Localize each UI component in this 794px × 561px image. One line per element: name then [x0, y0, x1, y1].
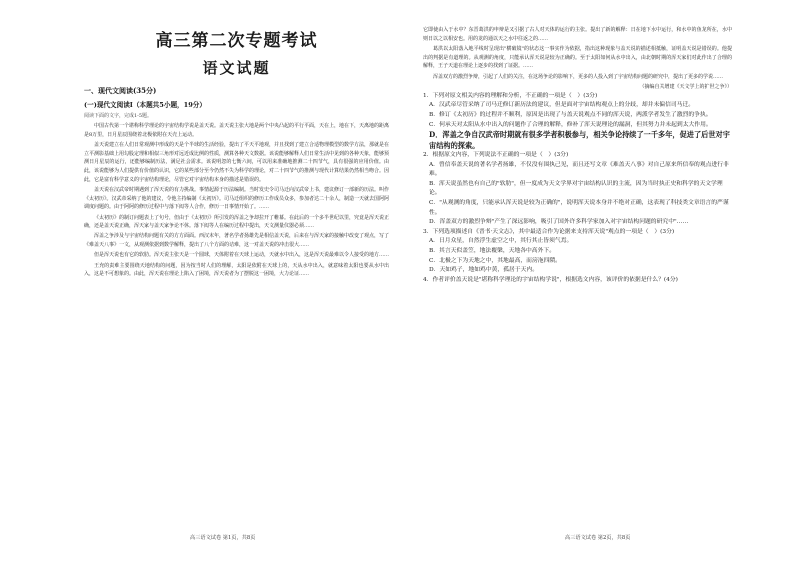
paragraph: 浑盖双方的激烈争辩，引起了人们的关注，在这场争论的影响下，更多的人投入到了宇宙结构问题的研究中，提出了更多的学说……: [433, 73, 724, 80]
paragraph: 浑盖之争涉及与宇宙结构问题有关的方方面面。西汉末年，著名学者扬雄先是相信盖天说，后来在与浑天家的接触中改变了观点，写了《难盖天八事》一文，从观测依据到数学解释，提出了八个方面的诘难，这一对盖天说的冲击很大……: [84, 233, 390, 249]
exam-subtitle: 语文试题: [202, 59, 271, 77]
question-3: 3．下列选项描述自《晋书·天文志》，其中最适合作为论据来支持浑天说"观点的一项是（ ）(3分): [423, 228, 675, 235]
exam-title: 高三第二次专题考试: [155, 31, 318, 51]
section-heading: 一、现代文阅读(35分): [84, 86, 157, 95]
q2-option-b: B．浑天说虽然也有自己的"软肋"，但一度成为天文学界对宇宙结构认识的主流，因为当时执正史和科学的天文学理论。: [429, 180, 723, 197]
paragraph: 《太初历》的制订问题表上了句号，但由于《太初历》所引发的浑盖之争却拉开了帷幕。在此后的一个多半世纪以里，究竟是浑天说正确，还是盖天说正确，浑天家与盖天家争论不休。落下闳等人在编历过程中提出，天文测量仪器必须……: [84, 214, 390, 230]
paragraph: 王充的责难主要围绕天地结构的问题，因为按当时人们的理解，太阳是依附在天球上的，天从水中出入，就意味着太阳也要从水中出入，这是不可想象的。由此，浑天说在理论上陷入了困境，浑天说者为了摆脱这一困境，大力论证……: [84, 262, 389, 278]
paragraph: 盖天说建立在人们日常观测中形成的天是个半球的生活经验，提出了平天平地观，并且找到了建立合适物理模型的数学方法，那就是在立平测影基础上用勾股定理和相似三角形对远近成比例的性质，测算各种天文数据。该说能够解释人们日常生活中见到的各种天象，能够预测日月星辰的运行，还能够编制历法，满足社会需求。该说明忽的七衡六间，可以用来准确地推测二十四节气，具有很强的应用价值。由此，该说能够为人们提供有价值的认识，它的某些部分至今仍然不失为科学的理论，对二十四节气的推测与现代计算结果仍然相当吻合。因此，它是富有科学意义的宇宙结构理论，尽管它对宇宙结构本身的描述是错误的。: [84, 141, 390, 183]
page-footer-left: 高三语文试卷 第1页，共8页: [190, 535, 256, 541]
q1-option-b: B．修订《太初历》的过程并不顺利，原因是出现了与盖天说观点不同的浑天说，两派学者发生了激烈的争执。: [429, 111, 712, 118]
page-footer-right: 高三语文试卷 第2页，共8页: [565, 535, 631, 541]
q2-option-d: D．浑盖双方的激烈争辩"产生了深远影响，吸引了国外许多科学家加入对宇宙结构问题的研究中"……: [429, 219, 689, 226]
source-citation: （摘编自关增建《天文学上的扩世之争》）: [639, 83, 732, 90]
q1-option-c: C．何承天对太阳从水中出入的问题作了合理的解释，修补了浑天说理论的漏洞，但其努力并未起到太大作用。: [429, 121, 712, 128]
paragraph: 但是浑天说也有它的软肋。浑天说主张天是一个圆球，天体附着在天球上运动，天就水中出入，这是浑天说最难以令人接受的地方……: [94, 252, 390, 259]
q2-option-c: C．"从观测的角度，只能承认浑天说是较为正确的"，说明浑天说本身并不绝对正确，这表现了科技类文章语言的严谨性。: [429, 200, 729, 216]
reading-instruction: 阅读下面的文字，完成1-5题。: [84, 113, 153, 119]
q1-option-a: A．汉武帝尽管采纳了司马迁修订新历法的建议，但是面对宇宙结构观点上的分歧，却并未偏信司马迁。: [429, 102, 695, 109]
paragraph: 葛洪以太阳落入地平线时呈现出"横破镜"的状态这一事实作为依据，指出这种现象与盖天说的描述相抵触，证明盖天说是错误的。他提出的判据是有道理的。从观测的角度，只能承认浑天说是较为正确的。至于太阳如何从水中出入，由北朝时期的浑天家们对此作出了合理的解释，王子天道在理论上逐步的找到了证据。……: [423, 45, 732, 70]
question-4: 4．作者评价盖天说是"堪称科学理论的宇宙结构学说"，根据选文内容，该评价的依据是什么？(4分): [423, 276, 678, 283]
q3-option-a: A．日月众星，自然浮生虚空之中，其行其止皆须气焉。: [429, 238, 573, 245]
q2-option-a: A．曾信奉盖天说的著名学者扬雄，不仅没有围执己见，而且还写文章《难盖天八事》对自己原来所信奉的观点进行非难。: [429, 161, 729, 178]
paragraph: 盖天说在汉武帝时期遇到了浑天说的有力挑战。事情起源于历法编制。当时发史令司马迁向汉武帝上书，建议修订一部新的历法。叫作《太初历》。汉武帝采纳了他的建议，令他主持编制《太初历》。司马迁组织的修历工作成员众多，参加者达二十余人，制造一天就去国阿阿调度问题的。由于阿阿的修历过程中与落下闳等人合作，修历一日事情开始了。……: [84, 186, 390, 211]
page-right: [397, 0, 794, 561]
paragraph: 它即使由入于水中？东晋葛洪的申辩是又引据了古人对天体的运行的主张。提出了新的解释：日在地下水中运行，和水中的鱼龙所在，水中则日以之以相安也。用的龙的通以天之水中往返之的……: [423, 27, 732, 42]
q3-option-c: C．北极之下为天地之中，其地最高，而滂沲四隤。: [429, 257, 561, 264]
question-2: 2．根据原文内容，下列说法不正确的一项是（ ）(3分): [423, 152, 569, 159]
subsection-heading: (一)现代文阅读Ⅰ（本题共5小题，19分）: [84, 101, 206, 109]
paragraph: 中国古代第一个堪称科学理论的宇宙结构学说是盖天说。盖天说主张大地是两个中央凸起的平行平面，天在上，地在下，天离地的距离是8万里，日月星辰围绕着北极依附在天壳上运动。: [84, 123, 390, 138]
question-1: 1．下列对原文相关内容的理解和分析，不正确的一项是（ ）(3分): [423, 92, 598, 99]
q3-option-b: B．其言天似盖笠，地法覆槃，天地各中高外下。: [429, 248, 555, 255]
q1-option-d: D．浑盖之争自汉武帝时期就有很多学者积极参与，相关争论持续了一千多年，促进了后世对宇宙结构的探索。: [429, 130, 730, 150]
q3-option-d: D．天如鸡子，地如鸡中黄，孤居于天内。: [429, 267, 538, 274]
